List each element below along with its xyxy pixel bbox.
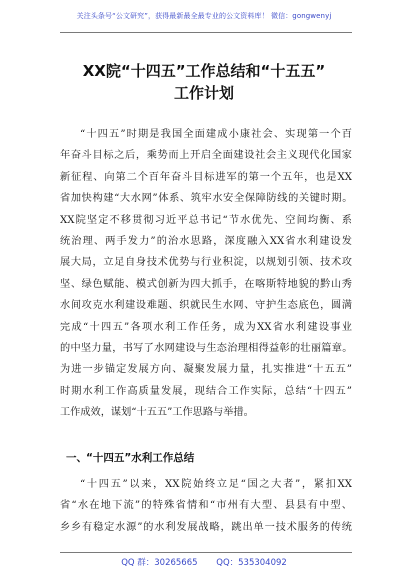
document-title — [40, 60, 368, 104]
paragraph-line: 的中坚力量，书写了水网建设与生态治理相得益彰的壮丽篇章。 — [60, 342, 352, 354]
header-divider — [60, 32, 352, 33]
paragraph-line: 时期水利工作高质量发展，现结合工作实际，总结“十四五” — [60, 385, 352, 397]
contact-footer — [0, 556, 408, 568]
intro-paragraph — [60, 124, 352, 423]
promo-banner: 关注头条号“公文研究”，获得最新最全最专业的公文资料库！ 微信：gongwenyj — [76, 12, 332, 20]
paragraph-line: 省加快构建“大水网”体系、筑牢水安全保障防线的关键时期。 — [60, 193, 352, 205]
section-paragraph — [60, 474, 352, 538]
paragraph-line: 统治理、两手发力”的治水思路，深度融入XX省水利建设发 — [60, 235, 352, 247]
qq-group-number: QQ 群：30265665 — [121, 558, 198, 568]
section-heading-text: “十四五”水利工作总结 — [86, 452, 195, 464]
paragraph-line: 为进一步锚定发展方向、凝聚发展力量，扎实推进“十五五” — [60, 364, 352, 376]
paragraph-line: 展大局，立足自身技术优势与行业积淀，以规划引领、技术攻 — [60, 257, 352, 269]
title-line-1: XX院“十四五”工作总结和“十五五” — [82, 62, 326, 80]
section-number: 一、 — [66, 452, 87, 464]
title-line-2: 工作计划 — [173, 84, 234, 102]
paragraph-line: 水间攻克水利建设难题、织就民生水网、守护生态底色，圆满 — [60, 300, 352, 312]
section-heading — [60, 449, 352, 467]
paragraph-line: 省“水在地下流”的特殊省情和“市州有大型、县县有中型、 — [60, 500, 352, 512]
paragraph-line: XX院坚定不移贯彻习近平总书记“节水优先、空间均衡、系 — [60, 214, 352, 226]
paragraph-line: 完成“十四五”各项水利工作任务，成为XX省水利建设事业 — [60, 321, 352, 333]
paragraph-line: 新征程、向第二个百年奋斗目标进军的第一个五年，也是XX — [60, 171, 352, 183]
paragraph-line: 坚、绿色赋能、模式创新为四大抓手，在喀斯特地貌的黔山秀 — [60, 278, 352, 290]
footer-divider — [60, 552, 352, 553]
paragraph-line: 工作成效，谋划“十五五”工作思路与举措。 — [60, 407, 254, 419]
paragraph-line: “十四五”时期是我国全面建成小康社会、实现第一个百 — [80, 129, 352, 140]
paragraph-line: 年奋斗目标之后，乘势而上开启全面建设社会主义现代化国家 — [60, 150, 352, 162]
qq-number: QQ：535304092 — [216, 558, 287, 568]
paragraph-line: 乡乡有稳定水源”的水利发展战略，跳出单一技术服务的传统 — [60, 521, 352, 533]
paragraph-line: “十四五”以来，XX院始终立足“国之大者”，紧扣XX — [80, 479, 352, 490]
